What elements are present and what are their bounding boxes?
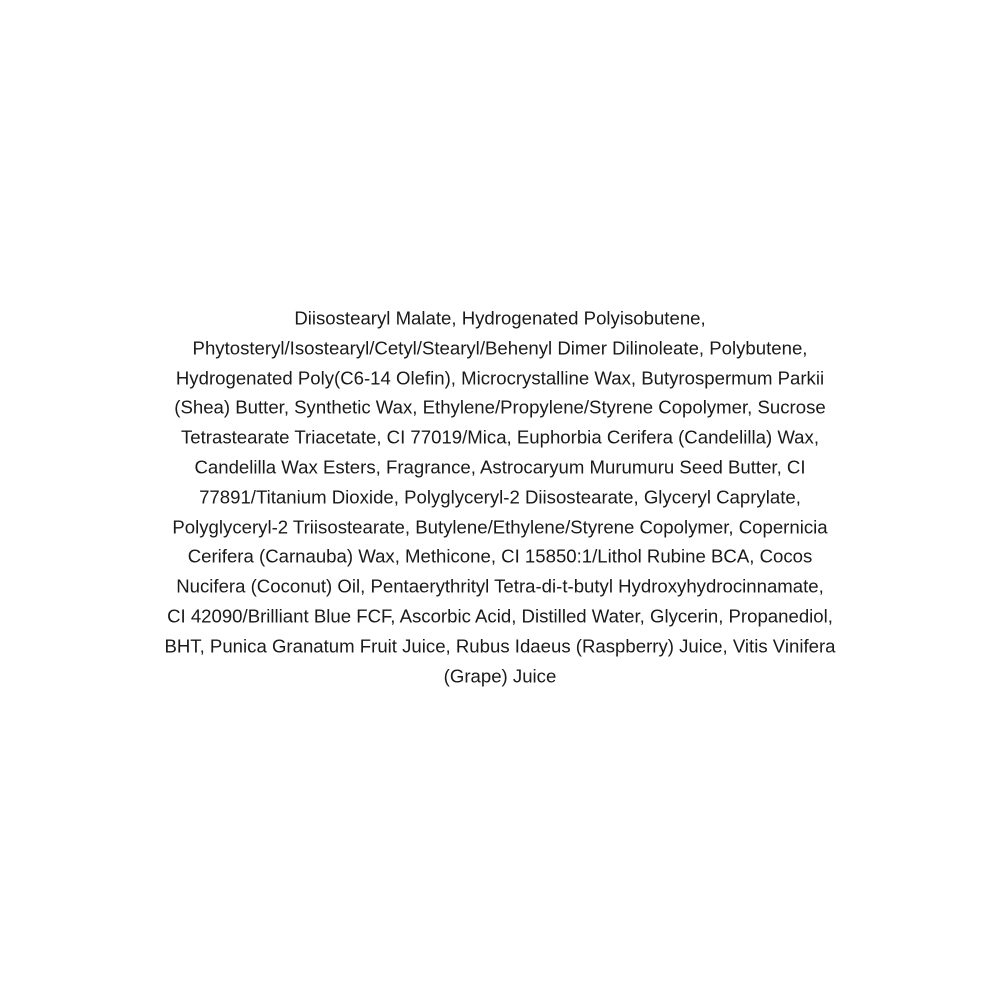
ingredients-line: BHT, Punica Granatum Fruit Juice, Rubus Idaeus (Raspberry) Juice, Vitis Vinifera [164,635,836,657]
ingredients-line: (Grape) Juice [443,664,557,686]
ingredients-line: Hydrogenated Poly(C6-14 Olefin), Microcrystalline Wax, Butyrospermum Parkii [175,366,825,388]
ingredients-line: Cerifera (Carnauba) Wax, Methicone, CI 15850:1/Lithol Rubine BCA, Cocos [187,545,813,567]
ingredients-line: Phytosteryl/Isostearyl/Cetyl/Stearyl/Behenyl Dimer Dilinoleate, Polybutene, [192,337,808,359]
ingredients-line: Candelilla Wax Esters, Fragrance, Astrocaryum Murumuru Seed Butter, CI [194,456,806,478]
ingredients-line: 77891/Titanium Dioxide, Polyglyceryl-2 Diisostearate, Glyceryl Caprylate, [199,486,801,508]
ingredients-line: Nucifera (Coconut) Oil, Pentaerythrityl Tetra-di-t-butyl Hydroxyhydrocinnamate, [176,575,824,597]
ingredients-line: Diisostearyl Malate, Hydrogenated Polyisobutene, [294,307,706,329]
ingredients-line: Polyglyceryl-2 Triisostearate, Butylene/Ethylene/Styrene Copolymer, Copernicia [172,515,828,537]
ingredients-line: CI 42090/Brilliant Blue FCF, Ascorbic Acid, Distilled Water, Glycerin, Propanediol, [167,605,833,627]
ingredients-line: Tetrastearate Triacetate, CI 77019/Mica, Euphorbia Cerifera (Candelilla) Wax, [181,426,819,448]
ingredients-line: (Shea) Butter, Synthetic Wax, Ethylene/Propylene/Styrene Copolymer, Sucrose [174,396,826,418]
ingredients-text [70,303,930,690]
